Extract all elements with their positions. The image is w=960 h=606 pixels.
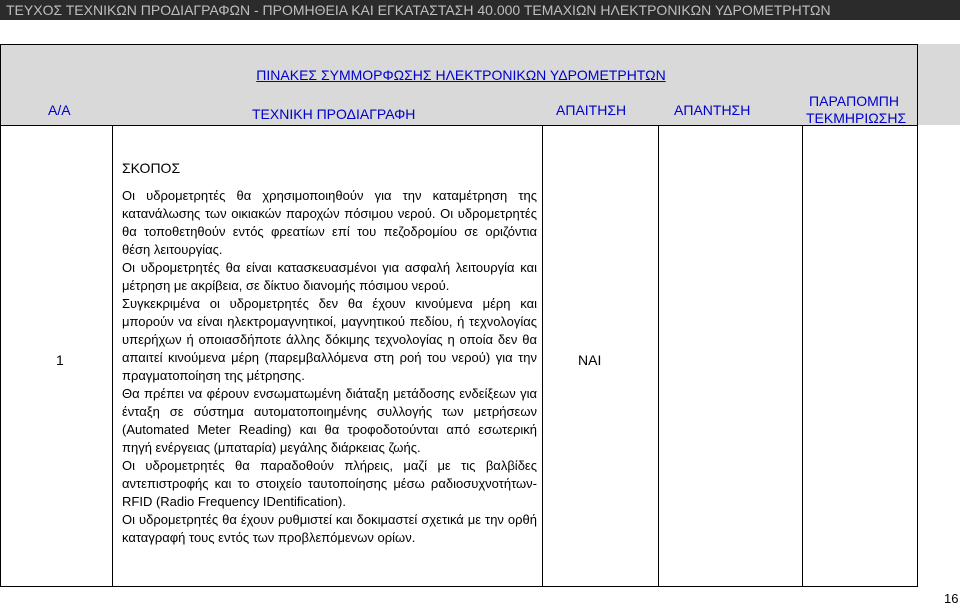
requirement-value: ΝΑΙ	[578, 352, 602, 368]
spec-paragraph: Θα πρέπει να φέρουν ενσωματωμένη διάταξη μετάδοσης ενδείξεων για ένταξη σε σύστημα αυτοματοποιημένης συλλογής των μετρήσεων (Automated Meter Reading) και θα τροφοδοτούνται από εσωτερική πηγή ενέργειας (μπαταρία) μεγάλης διάρκειας ζωής.	[122, 386, 537, 455]
header-reference: ΠΑΡΑΠΟΜΠΗ ΤΕΚΜΗΡΙΩΣΗΣ	[806, 93, 907, 126]
row-number: 1	[56, 352, 64, 368]
header-aa: Α/Α	[48, 102, 71, 118]
document-title: ΤΕΥΧΟΣ ΤΕΧΝΙΚΩΝ ΠΡΟΔΙΑΓΡΑΦΩΝ - ΠΡΟΜΗΘΕΙΑ ΚΑΙ ΕΓΚΑΤΑΣΤΑΣΗ 40.000 ΤΕΜΑΧΙΩΝ ΗΛΕΚΤΡΟΝΙΚΩΝ ΥΔΡΟΜΕΤΡΗΤΩΝ	[6, 2, 831, 18]
column-divider	[658, 125, 659, 587]
header-requirement: ΑΠΑΙΤΗΣΗ	[556, 102, 627, 118]
table-title: ΠΙΝΑΚΕΣ ΣΥΜΜΟΡΦΩΣΗΣ ΗΛΕΚΤΡΟΝΙΚΩΝ ΥΔΡΟΜΕΤΡΗΤΩΝ	[256, 67, 666, 83]
table-left-border	[0, 44, 1, 587]
column-divider	[542, 125, 543, 587]
spec-paragraph: Οι υδρομετρητές θα είναι κατασκευασμένοι για ασφαλή λειτουργία και μέτρηση με ακρίβεια, σε δίκτυο διανομής πόσιμου νερού.	[122, 260, 537, 293]
spec-paragraph: Οι υδρομετρητές θα χρησιμοποιηθούν για την καταμέτρηση της κατανάλωσης των οικιακών παροχών πόσιμου νερού. Οι υδρομετρητές θα τοποθετηθούν εντός φρεατίων επί του πεζοδρομίου σε οριζόντια θέση λειτουργίας.	[122, 188, 537, 257]
column-divider	[802, 125, 803, 587]
table-right-border	[917, 44, 918, 587]
table-bottom-border	[0, 586, 918, 587]
document-header-bar	[0, 0, 960, 20]
header-technical-spec: ΤΕΧΝΙΚΗ ΠΡΟΔΙΑΓΡΑΦΗ	[252, 106, 416, 122]
page-number: 16	[944, 591, 959, 606]
spec-paragraph: Οι υδρομετρητές θα παραδοθούν πλήρεις, μαζί με τις βαλβίδες αντεπιστροφής και το στοιχείο ταυτοποίησης μέσω ραδιοσυχνοτήτων-RFID (Radio Frequency IDentification).	[122, 458, 537, 509]
spec-paragraph: Οι υδρομετρητές θα έχουν ρυθμιστεί και δοκιμαστεί σχετικά με την ορθή καταγραφή τους εντός των προβλεπόμενων ορίων.	[122, 512, 537, 545]
column-divider	[112, 125, 113, 587]
section-heading: ΣΚΟΠΟΣ	[122, 160, 181, 176]
specification-text	[122, 187, 537, 547]
header-bottom-border	[0, 125, 918, 126]
table-top-border	[0, 44, 918, 45]
header-answer: ΑΠΑΝΤΗΣΗ	[674, 102, 751, 118]
spec-paragraph: Συγκεκριμένα οι υδρομετρητές δεν θα έχουν κινούμενα μέρη και μπορούν να είναι ηλεκτρομαγνητικοί, μαγνητικού πεδίου, ή τεχνολογίας υπερήχων ή οποιασδήποτε άλλης δόκιμης τεχνολογίας η οποία δεν θα απαιτεί κινούμενα μέρη (παρεμβαλλόμενα στη ροή του νερού) για την πραγματοποίηση της μέτρησης.	[122, 296, 537, 383]
